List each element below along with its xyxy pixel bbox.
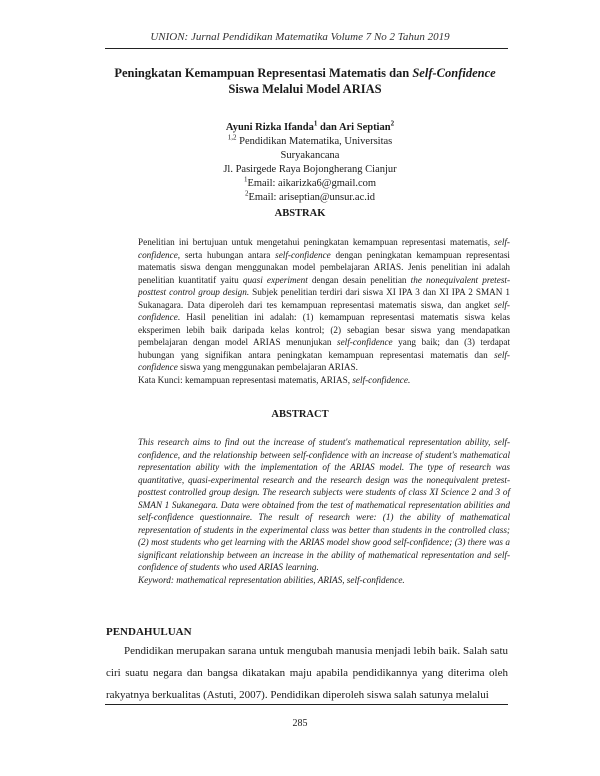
abstract-body (138, 436, 510, 586)
email-2 (200, 191, 420, 205)
page-number: 285 (292, 718, 308, 729)
affiliation (200, 135, 420, 163)
author-2: Ari Septian (338, 122, 391, 133)
abstract-keywords: Keyword: mathematical representation abilities, ARIAS, self-confidence. (138, 574, 405, 585)
abstract-paragraph: This research aims to find out the increase of student's mathematical representation ability, self-confidence, and the relationship between self-confidence with an increase of student's mathematical representation ability with the implementation of the ARIAS model. The type of research was quantitative, quasi-experimental research and the research design was the nonequivalent pretest-posttest controlled group design. The research subjects were students of class XI Science 2 and 3 of SMAN 1 Sukanegara. Data were obtained from the test of mathematical representation abilities and self-confidence questionnaire. The result of research were: (1) the ability of mathematical representation of students in the experimental class was better than students in the controlled class; (2) most students who get learning with the ARIAS model show good self-confidence; (3) there was a significant relationship between an increase in the ability of mathematical representation and self-confidence of students who used ARIAS learning. (138, 437, 510, 572)
abstrak-italic: self-confidence (138, 349, 510, 372)
abstrak-text: Subjek penelitian terdiri dari siswa XI IPA 3 dan XI IPA 2 SMAN 1 Sukanagara. Data diperoleh dari tes kemampuan representasi matematis siswa, dan angket (138, 287, 510, 310)
pendahuluan-heading: PENDAHULUAN (106, 626, 192, 638)
title-line2: Siswa Melalui Model ARIAS (228, 82, 382, 96)
abstrak-italic: self-confidence (138, 299, 510, 322)
abstrak-text: dengan desain penelitian (307, 274, 411, 285)
footer-divider (105, 704, 508, 705)
author-block (200, 121, 420, 205)
abstrak-text: serta hubungan antara (180, 249, 276, 260)
abstrak-italic: self-confidence, (138, 237, 510, 260)
affiliation-sup: 1,2 (227, 133, 237, 142)
email-1-sup: 1 (243, 175, 248, 184)
abstrak-text: . Hasil penelitian ini adalah: (1) kemampuan representasi matematis siswa kelas eksperimen lebih baik daripada kelas kontrol; (2) sebagian besar siswa yang mendapatkan pembelajaran dengan model ARIAS menunjukan (138, 312, 510, 347)
email-2-sup: 2 (244, 189, 249, 198)
abstrak-text: Penelitian ini bertujuan untuk mengetahui peningkatan kemampuan representasi matematis, (138, 237, 495, 247)
journal-header: UNION: Jurnal Pendidikan Matematika Volume 7 No 2 Tahun 2019 (150, 31, 450, 43)
email-2-text: Email: ariseptian@unsur.ac.id (248, 192, 376, 203)
abstrak-italic: quasi experiment (242, 274, 308, 285)
abstract-heading: ABSTRACT (271, 409, 329, 420)
author-2-sup: 2 (390, 119, 395, 128)
author-1-sup: 1 (313, 119, 318, 128)
abstrak-paragraph (138, 236, 510, 374)
abstrak-body (138, 236, 510, 386)
header-divider (105, 48, 508, 49)
email-1-text: Email: aikarizka6@gmail.com (247, 178, 377, 189)
address: Jl. Pasirgede Raya Bojongherang Cianjur (223, 164, 397, 175)
keywords-text: Kata Kunci: kemampuan representasi matematis, ARIAS, (138, 374, 353, 385)
author-and: dan (317, 122, 339, 133)
keywords-italic: self-confidence. (352, 374, 411, 385)
abstrak-text: yang baik; dan (3) terdapat hubungan yang signifikan antara peningkatan kemampuan representasi matematis dan (138, 337, 510, 360)
abstrak-heading: ABSTRAK (274, 208, 326, 219)
abstrak-italic: the nonequivalent pretest-posttest control group design. (138, 274, 511, 297)
abstrak-keywords (138, 374, 510, 387)
abstrak-text: dengan peningkatan kemampuan representasi matematis siswa dengan menggunakan model pembelajaran ARIAS. Jenis penelitian ini adalah penelitian kuantitatif yaitu (138, 249, 510, 285)
author-1: Ayuni Rizka Ifanda (225, 122, 314, 133)
abstrak-text: siswa yang menggunakan pembelajaran ARIAS. (177, 362, 358, 372)
pendahuluan-paragraph: Pendidikan merupakan sarana untuk mengubah manusia menjadi lebih baik. Salah satu ciri suatu negara dan bangsa dikatakan maju apabila pendidikannya yang diterima oleh rakyatnya berkualitas (Astuti, 2007). Pendidikan diperoleh siswa salah satunya melalui (106, 645, 508, 701)
title-line1-text: Peningkatan Kemampuan Representasi Matematis dan (114, 66, 413, 80)
affiliation-text: Pendidikan Matematika, Universitas Suryakancana (236, 136, 393, 161)
title-line1-italic: Self-Confidence (412, 66, 496, 80)
email-1 (200, 177, 420, 191)
paper-title (90, 65, 520, 97)
abstrak-italic: self-confidence (275, 249, 331, 260)
abstrak-italic: self-confidence (337, 337, 393, 347)
